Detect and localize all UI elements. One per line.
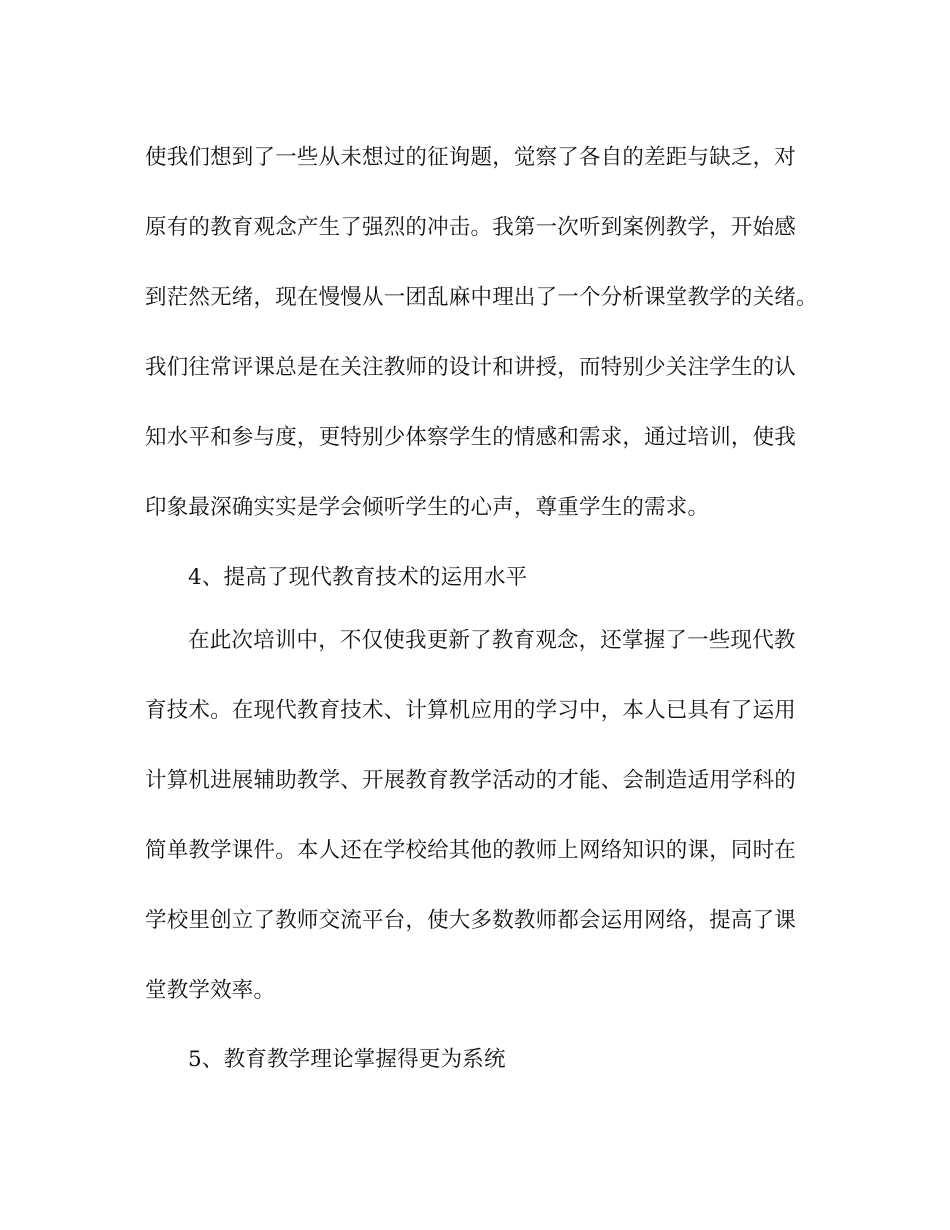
text-line: 计算机进展辅助教学、开展教育教学活动的才能、会制造适用学科的 <box>145 768 797 793</box>
text-line: 使我们想到了一些从未想过的征询题，觉察了各自的差距与缺乏，对 <box>145 145 797 170</box>
text-line: 印象最深确实实是学会倾听学生的心声，尊重学生的需求。 <box>145 495 710 520</box>
text-line: 简单教学课件。本人还在学校给其他的教师上网络知识的课，同时在 <box>145 838 797 863</box>
text-line: 原有的教育观念产生了强烈的冲击。我第一次听到案例教学，开始感 <box>145 215 797 240</box>
section-heading: 4、提高了现代教育技术的运用水平 <box>188 565 528 590</box>
text-line: 到茫然无绪，现在慢慢从一团乱麻中理出了一个分析课堂教学的关绪。 <box>145 285 818 310</box>
text-line: 育技术。在现代教育技术、计算机应用的学习中，本人已具有了运用 <box>145 698 797 723</box>
text-line: 堂教学效率。 <box>145 978 276 1003</box>
section-heading: 5、教育教学理论掌握得更为系统 <box>188 1047 506 1072</box>
paragraph-first-line: 在此次培训中，不仅使我更新了教育观念，还掌握了一些现代教 <box>188 628 796 653</box>
text-line: 知水平和参与度，更特别少体察学生的情感和需求，通过培训，使我 <box>145 425 797 450</box>
text-line: 我们往常评课总是在关注教师的设计和讲授，而特别少关注学生的认 <box>145 355 797 380</box>
text-line: 学校里创立了教师交流平台，使大多数教师都会运用网络，提高了课 <box>145 908 797 933</box>
